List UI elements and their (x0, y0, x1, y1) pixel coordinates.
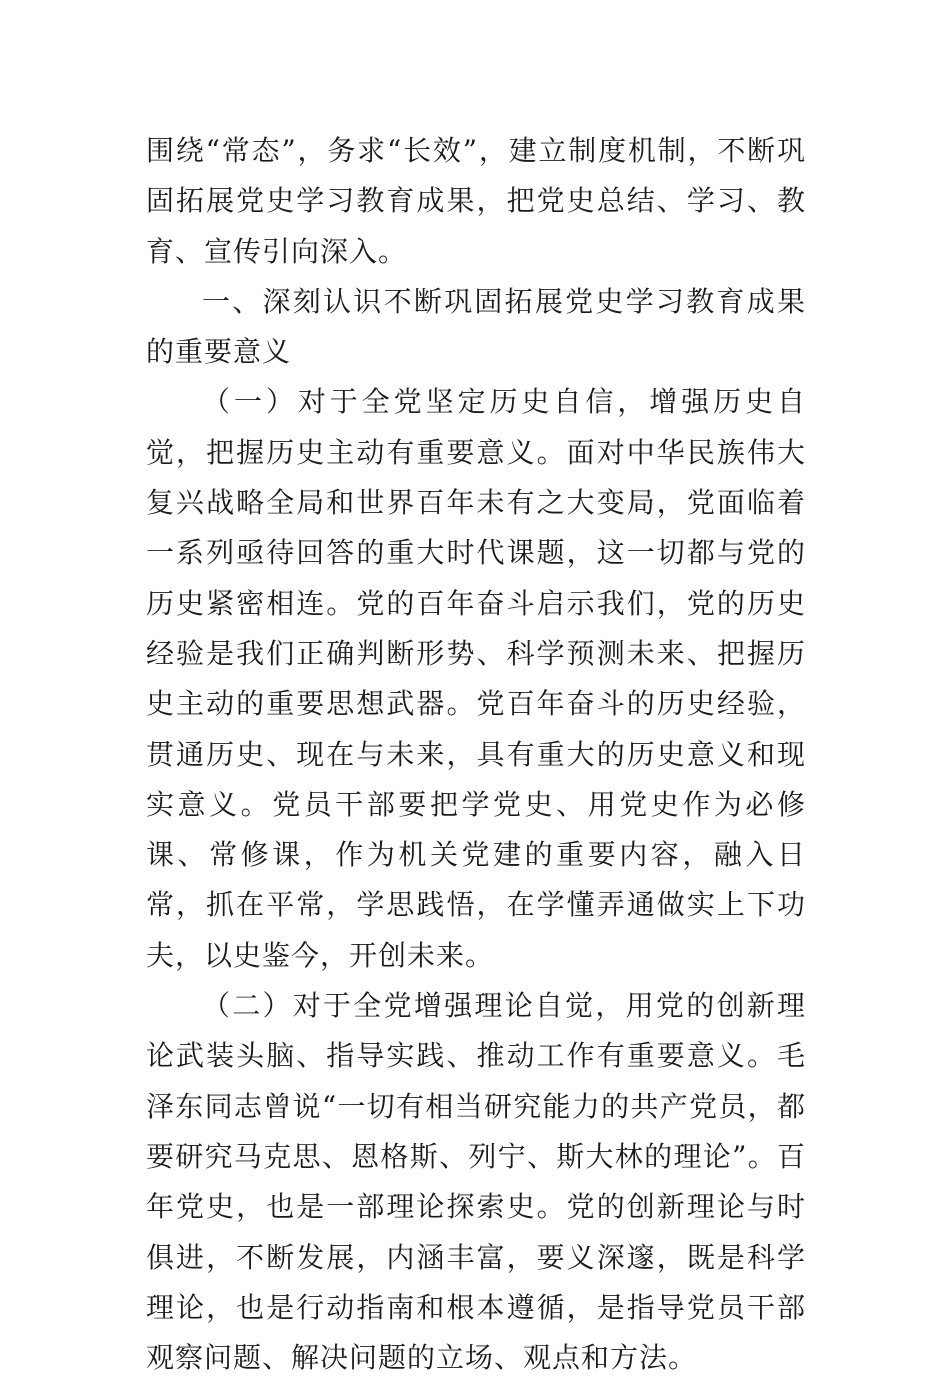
section-heading-1: 一、深刻认识不断巩固拓展党史学习教育成果的重要意义 (146, 284, 806, 369)
paragraph-subsection-1: （一）对于全党坚定历史自信，增强历史自觉，把握历史主动有重要意义。面对中华民族伟大复兴战略全局和世界百年未有之大变局，党面临着一系列亟待回答的重大时代课题，这一切都与党的历史紧密相连。党的百年奋斗启示我们，党的历史经验是我们正确判断形势、科学预测未来、把握历史主动的重要思想武器。党百年奋斗的历史经验，贯通历史、现在与未来，具有重大的历史意义和现实意义。党员干部要把学党史、用党史作为必修课、常修课，作为机关党建的重要内容，融入日常，抓在平常，学思践悟，在学懂弄通做实上下功夫，以史鉴今，开创未来。 (146, 385, 806, 972)
paragraph-subsection-2: （二）对于全党增强理论自觉，用党的创新理论武装头脑、指导实践、推动工作有重要意义。毛泽东同志曾说“一切有相当研究能力的共产党员，都要研究马克思、恩格斯、列宁、斯大林的理论”。百年党史，也是一部理论探索史。党的创新理论与时俱进，不断发展，内涵丰富，要义深邃，既是科学理论，也是行动指南和根本遵循，是指导党员干部观察问题、解决问题的立场、观点和方法。 (146, 989, 806, 1375)
document-body (146, 126, 806, 1383)
paragraph-intro: 围绕“常态”，务求“长效”，建立制度机制，不断巩固拓展党史学习教育成果，把党史总结、学习、教育、宣传引向深入。 (146, 134, 806, 268)
